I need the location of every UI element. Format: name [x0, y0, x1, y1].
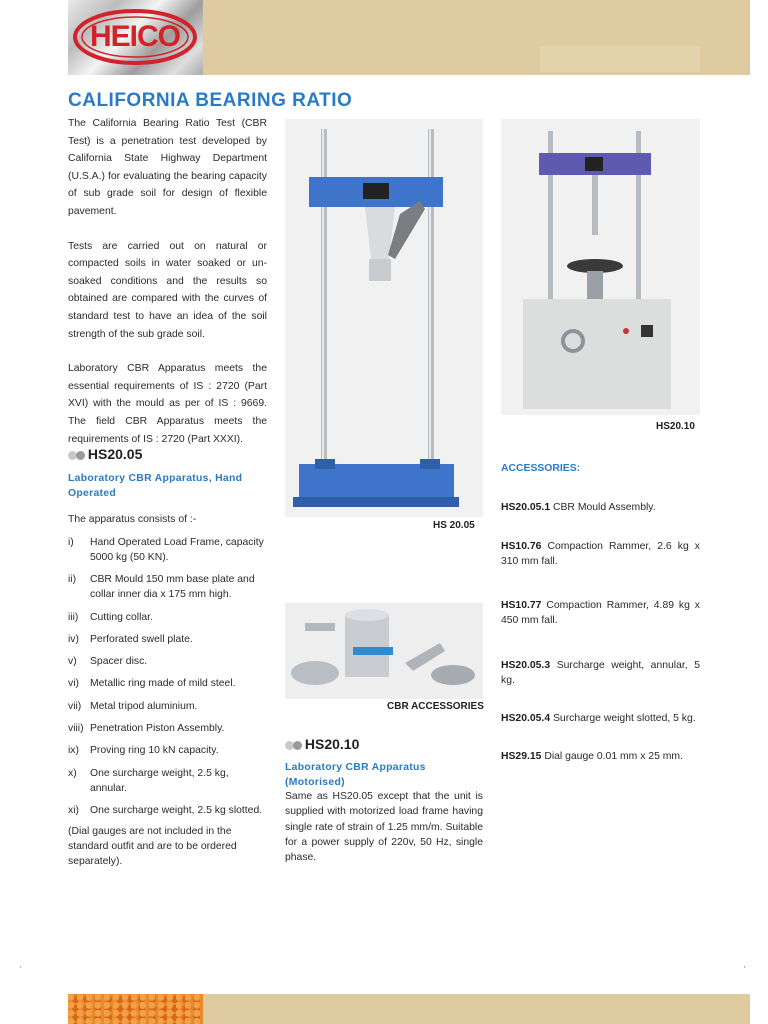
list-item	[68, 803, 267, 818]
list-note: (Dial gauges are not included in the standard outfit and are to be ordered separately).	[68, 826, 237, 868]
footer-band	[203, 994, 750, 1024]
cbr-accessories-photo	[285, 603, 483, 699]
intro-text	[68, 115, 267, 465]
accessory-item	[501, 749, 700, 764]
list-item-number: vii)	[68, 700, 82, 712]
footer-texture	[68, 994, 203, 1024]
accessory-text: Surcharge weight, annular, 5 kg.	[501, 660, 701, 686]
list-item-text: Metal tripod aluminium.	[90, 700, 198, 712]
list-item	[68, 572, 267, 602]
list-item-number: i)	[68, 537, 74, 548]
intro-paragraph-1: The California Bearing Ratio Test (CBR Test) is a penetration test developed by California State Highway Department (U.S.A.) for evaluating the bearing capacity of sub grade soil for design of flexible pavement.	[68, 118, 267, 217]
list-item-text: Spacer disc.	[90, 656, 148, 668]
list-item-text: Hand Operated Load Frame, capacity 5000 kg (50 KN).	[90, 537, 264, 563]
list-item-text: CBR Mould 150 mm base plate and collar inner dia x 175 mm high.	[90, 574, 255, 601]
product-hs2005-heading	[68, 446, 142, 462]
list-item-number: viii)	[68, 723, 84, 735]
list-item	[68, 610, 267, 625]
accessory-text: Compaction Rammer, 4.89 kg x 450 mm fall.	[501, 600, 701, 626]
accessory-item	[501, 539, 700, 569]
accessory-code: HS20.05.4	[501, 713, 551, 724]
list-item-number: v)	[68, 656, 77, 668]
list-item-text: Metallic ring made of mild steel.	[90, 678, 236, 690]
list-item-text: Perforated swell plate.	[90, 633, 193, 645]
list-item	[68, 743, 267, 758]
page-title: CALIFORNIA BEARING RATIO	[68, 90, 353, 111]
consists-label: The apparatus consists of :-	[68, 514, 197, 525]
list-item-number: ix)	[68, 745, 79, 757]
header-band-highlight	[540, 46, 700, 72]
accessory-item	[501, 658, 700, 688]
intro-paragraph-3: Laboratory CBR Apparatus meets the essential requirements of IS : 2720 (Part XVI) with the mould as per of IS : 9669. The field CBR Apparatus meets the requirements of IS : 2720 (Part XXXI).	[68, 363, 267, 445]
list-item	[68, 721, 267, 736]
list-item	[68, 654, 267, 669]
accessory-item	[501, 598, 700, 628]
list-item-number: xi)	[68, 804, 79, 816]
hs2010-caption: HS20.10	[656, 421, 695, 432]
accessory-code: HS29.15	[501, 751, 542, 762]
product-hs2010-code: HS20.10	[304, 736, 360, 752]
accessory-item	[501, 711, 700, 726]
list-item-number: iv)	[68, 633, 79, 645]
product-hs2005-subtitle: Laboratory CBR Apparatus, Hand Operated	[68, 473, 243, 499]
accessories-list	[501, 500, 700, 764]
bullet-dots-icon	[285, 741, 299, 750]
crop-mark-left: '	[20, 965, 22, 974]
accessory-text: Surcharge weight slotted, 5 kg.	[553, 713, 696, 724]
list-item	[68, 535, 267, 565]
list-item-text: Penetration Piston Assembly.	[90, 723, 225, 735]
hs2010-photo	[501, 119, 700, 415]
list-item-number: x)	[68, 767, 77, 779]
accessory-text: Dial gauge 0.01 mm x 25 mm.	[544, 751, 683, 762]
accessories-title: ACCESSORIES:	[501, 463, 581, 474]
list-item-text: Cutting collar.	[90, 611, 153, 623]
hs2005-caption: HS 20.05	[433, 520, 475, 531]
list-item	[68, 699, 267, 714]
list-item-text: Proving ring 10 kN capacity.	[90, 745, 219, 757]
list-item	[68, 632, 267, 647]
accessory-text: CBR Mould Assembly.	[553, 502, 656, 513]
accessory-code: HS20.05.3	[501, 660, 551, 671]
product-hs2005-code: HS20.05	[87, 446, 143, 462]
product-hs2010-heading	[285, 736, 359, 752]
crop-mark-right: '	[744, 965, 746, 974]
product-hs2010-description: Same as HS20.05 except that the unit is supplied with motorized load frame having single rate of strain of 1.25 mm/m. Suitable for a power supply of 220v, 50 Hz, single phase.	[285, 791, 483, 864]
bullet-dots-icon	[68, 451, 82, 460]
apparatus-list	[68, 535, 267, 869]
list-item-text: One surcharge weight, 2.5 kg, annular.	[90, 767, 229, 794]
hs2005-photo	[285, 119, 483, 517]
list-item	[68, 766, 267, 796]
logo-wordmark: HEICO	[89, 20, 180, 53]
accessory-item	[501, 500, 700, 515]
list-item	[68, 676, 267, 691]
cbr-accessories-caption: CBR ACCESSORIES	[387, 701, 484, 712]
accessory-code: HS10.77	[501, 600, 542, 611]
accessory-code: HS20.05.1	[501, 502, 551, 513]
list-item-number: ii)	[68, 574, 77, 586]
list-item-text: One surcharge weight, 2.5 kg slotted.	[90, 804, 263, 816]
list-item-number: vi)	[68, 678, 79, 690]
accessory-text: Compaction Rammer, 2.6 kg x 310 mm fall.	[501, 541, 700, 567]
list-item-number: iii)	[68, 611, 79, 623]
intro-paragraph-2: Tests are carried out on natural or compacted soils in water soaked or un-soaked conditions and the results so obtained are compared with the curves of standard test to have an idea of the soil strength of the sub grade soil.	[68, 240, 267, 340]
product-hs2010-subtitle: Laboratory CBR Apparatus (Motorised)	[285, 762, 426, 788]
accessory-code: HS10.76	[501, 541, 542, 552]
